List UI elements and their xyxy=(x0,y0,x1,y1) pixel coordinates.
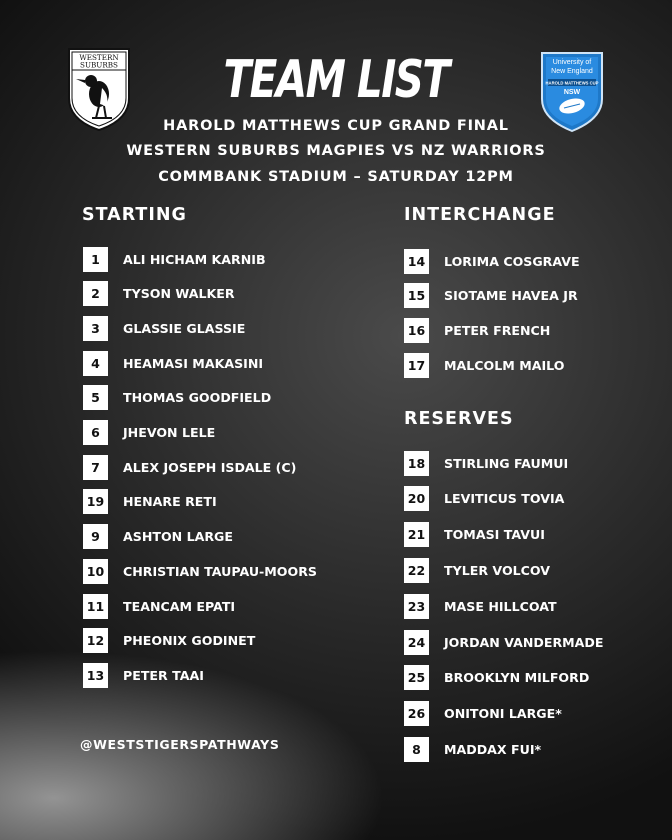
player-row xyxy=(83,281,235,307)
player-row xyxy=(83,628,255,654)
jersey-number: 9 xyxy=(83,524,108,549)
social-handle: @WESTSTIGERSPATHWAYS xyxy=(80,737,280,752)
player-row xyxy=(83,558,317,584)
player-row xyxy=(404,248,580,274)
logo-right-line3: HAROLD MATTHEWS CUP xyxy=(545,80,599,86)
jersey-number: 21 xyxy=(404,522,429,547)
jersey-number: 8 xyxy=(404,737,429,762)
player-name: TEANCAM EPATI xyxy=(123,598,236,614)
jersey-number: 25 xyxy=(404,665,429,690)
player-name: SIOTAME HAVEA JR xyxy=(444,288,578,304)
logo-right-line2: New England xyxy=(551,68,593,75)
jersey-number: 6 xyxy=(83,420,108,445)
player-row xyxy=(83,489,217,515)
player-row xyxy=(404,522,545,548)
player-name: TOMASI TAVUI xyxy=(444,527,545,543)
jersey-number: 24 xyxy=(404,630,429,655)
jersey-number: 23 xyxy=(404,594,429,619)
player-row xyxy=(404,557,550,583)
player-row xyxy=(404,486,564,512)
jersey-number: 14 xyxy=(404,249,429,274)
player-name: LORIMA COSGRAVE xyxy=(444,253,580,269)
logo-right-line1: University of xyxy=(552,59,592,66)
jersey-number: 13 xyxy=(83,663,108,688)
jersey-number: 22 xyxy=(404,558,429,583)
player-row xyxy=(404,701,562,727)
player-name: JORDAN VANDERMADE xyxy=(444,634,604,650)
jersey-number: 20 xyxy=(404,486,429,511)
player-name: MASE HILLCOAT xyxy=(444,598,557,614)
player-name: PETER FRENCH xyxy=(444,322,551,338)
player-name: TYSON WALKER xyxy=(123,286,235,302)
player-name: MALCOLM MAILO xyxy=(444,357,565,373)
player-name: ALEX JOSEPH ISDALE (C) xyxy=(123,459,297,475)
jersey-number: 26 xyxy=(404,701,429,726)
jersey-number: 4 xyxy=(83,351,108,376)
reserves-heading: RESERVES xyxy=(404,409,514,429)
venue-time-line: COMMBANK STADIUM – SATURDAY 12PM xyxy=(158,169,514,185)
jersey-number: 12 xyxy=(83,628,108,653)
jersey-number: 11 xyxy=(83,594,108,619)
jersey-number: 7 xyxy=(83,455,108,480)
jersey-number: 15 xyxy=(404,283,429,308)
logo-left-line2: SUBURBS xyxy=(80,60,118,70)
player-row xyxy=(404,352,564,378)
jersey-number: 17 xyxy=(404,353,429,378)
player-row xyxy=(404,450,568,476)
jersey-number: 5 xyxy=(83,385,108,410)
page-title: TEAM LIST xyxy=(223,50,449,110)
player-name: PHEONIX GODINET xyxy=(123,633,256,649)
player-row xyxy=(83,246,266,272)
player-name: BROOKLYN MILFORD xyxy=(444,670,590,686)
player-name: MADDAX FUI* xyxy=(444,741,542,757)
jersey-number: 19 xyxy=(83,489,108,514)
player-name: ONITONI LARGE* xyxy=(444,706,562,722)
jersey-number: 3 xyxy=(83,316,108,341)
player-name: ALI HICHAM KARNIB xyxy=(123,251,266,267)
player-name: GLASSIE GLASSIE xyxy=(123,320,246,336)
player-name: JHEVON LELE xyxy=(123,425,216,440)
player-name: HEAMASI MAKASINI xyxy=(123,355,264,371)
player-name: LEVITICUS TOVIA xyxy=(444,491,565,507)
starting-heading: STARTING xyxy=(82,205,187,225)
jersey-number: 18 xyxy=(404,451,429,476)
jersey-number: 16 xyxy=(404,318,429,343)
player-name: ASHTON LARGE xyxy=(123,529,233,545)
player-row xyxy=(404,736,541,762)
jersey-number: 10 xyxy=(83,559,108,584)
player-row xyxy=(83,593,235,619)
player-row xyxy=(83,385,271,411)
player-name: HENARE RETI xyxy=(123,494,217,510)
player-row xyxy=(404,317,550,343)
logo-left-line1: WESTERN xyxy=(79,53,119,62)
jersey-number: 2 xyxy=(83,281,108,306)
player-row xyxy=(83,315,245,341)
competition-line: HAROLD MATTHEWS CUP GRAND FINAL xyxy=(163,118,509,134)
jersey-number: 1 xyxy=(83,247,108,272)
player-row xyxy=(404,593,557,619)
player-row xyxy=(83,350,263,376)
player-row xyxy=(404,665,589,691)
player-row xyxy=(404,283,578,309)
player-row xyxy=(83,524,233,550)
player-row xyxy=(83,662,204,688)
player-name: CHRISTIAN TAUPAU-MOORS xyxy=(123,563,317,579)
player-row xyxy=(83,454,296,480)
logo-right-line4: NSW xyxy=(563,89,581,96)
matchup-line: WESTERN SUBURBS MAGPIES VS NZ WARRIORS xyxy=(126,143,546,159)
interchange-heading: INTERCHANGE xyxy=(404,205,556,225)
player-name: STIRLING FAUMUI xyxy=(444,455,569,471)
player-name: TYLER VOLCOV xyxy=(444,562,551,578)
player-name: THOMAS GOODFIELD xyxy=(123,390,272,406)
player-row xyxy=(404,629,603,655)
player-row xyxy=(83,420,215,446)
player-name: PETER TAAI xyxy=(123,667,204,683)
